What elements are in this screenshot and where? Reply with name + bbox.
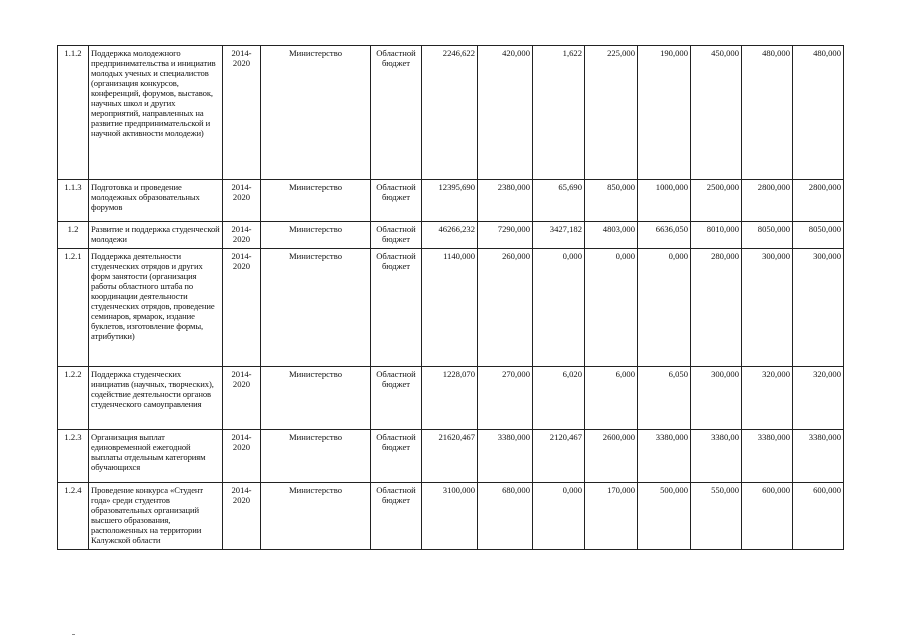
year-value-cell: 0,000 — [585, 249, 638, 367]
year-value-cell: 2120,467 — [533, 430, 585, 483]
year-value-cell: 3380,000 — [478, 430, 533, 483]
year-value-cell: 320,000 — [793, 367, 844, 430]
row-number: 1.1.2 — [58, 46, 89, 180]
year-value-cell: 3380,000 — [742, 430, 793, 483]
year-value-cell: 260,000 — [478, 249, 533, 367]
year-value-cell: 6,050 — [638, 367, 691, 430]
year-value-cell: 680,000 — [478, 483, 533, 550]
total-value-cell: 1140,000 — [422, 249, 478, 367]
executor-cell: Министерство — [261, 180, 371, 222]
year-value-cell: 1000,000 — [638, 180, 691, 222]
row-number: 1.1.3 — [58, 180, 89, 222]
activity-name: Поддержка студенческих инициатив (научных, творческих), содействие деятельности органов студенческого самоуправления — [89, 367, 223, 430]
year-value-cell: 450,000 — [691, 46, 742, 180]
year-value-cell: 6636,050 — [638, 222, 691, 249]
year-value-cell: 300,000 — [691, 367, 742, 430]
row-number: 1.2 — [58, 222, 89, 249]
table-row — [58, 430, 844, 483]
row-number: 1.2.2 — [58, 367, 89, 430]
period-cell: 2014-2020 — [223, 180, 261, 222]
executor-cell: Министерство — [261, 222, 371, 249]
table-body — [58, 46, 844, 550]
year-value-cell: 600,000 — [793, 483, 844, 550]
table-row — [58, 46, 844, 180]
table-row — [58, 180, 844, 222]
year-value-cell: 190,000 — [638, 46, 691, 180]
total-value-cell: 12395,690 — [422, 180, 478, 222]
year-value-cell: 6,020 — [533, 367, 585, 430]
year-value-cell: 280,000 — [691, 249, 742, 367]
page-mark — [72, 634, 75, 635]
year-value-cell: 65,690 — [533, 180, 585, 222]
year-value-cell: 2800,000 — [793, 180, 844, 222]
year-value-cell: 550,000 — [691, 483, 742, 550]
period-cell: 2014-2020 — [223, 249, 261, 367]
activity-name: Проведение конкурса «Студент года» среди студентов образовательных организаций высшего образования, расположенных на территории Калужской области — [89, 483, 223, 550]
period-cell: 2014-2020 — [223, 367, 261, 430]
total-value-cell: 2246,622 — [422, 46, 478, 180]
funding-source-cell: Областной бюджет — [371, 249, 422, 367]
year-value-cell: 270,000 — [478, 367, 533, 430]
executor-cell: Министерство — [261, 367, 371, 430]
year-value-cell: 3380,000 — [793, 430, 844, 483]
year-value-cell: 850,000 — [585, 180, 638, 222]
total-value-cell: 3100,000 — [422, 483, 478, 550]
year-value-cell: 480,000 — [793, 46, 844, 180]
activity-name: Организация выплат единовременной ежегодной выплаты отдельным категориям обучающихся — [89, 430, 223, 483]
year-value-cell: 480,000 — [742, 46, 793, 180]
period-cell: 2014-2020 — [223, 46, 261, 180]
funding-source-cell: Областной бюджет — [371, 483, 422, 550]
year-value-cell: 2800,000 — [742, 180, 793, 222]
year-value-cell: 600,000 — [742, 483, 793, 550]
total-value-cell: 46266,232 — [422, 222, 478, 249]
total-value-cell: 1228,070 — [422, 367, 478, 430]
year-value-cell: 2500,000 — [691, 180, 742, 222]
executor-cell: Министерство — [261, 46, 371, 180]
year-value-cell: 420,000 — [478, 46, 533, 180]
row-number: 1.2.1 — [58, 249, 89, 367]
executor-cell: Министерство — [261, 249, 371, 367]
year-value-cell: 2600,000 — [585, 430, 638, 483]
total-value-cell: 21620,467 — [422, 430, 478, 483]
year-value-cell: 0,000 — [533, 249, 585, 367]
period-cell: 2014-2020 — [223, 430, 261, 483]
table-row — [58, 367, 844, 430]
year-value-cell: 1,622 — [533, 46, 585, 180]
year-value-cell: 3427,182 — [533, 222, 585, 249]
year-value-cell: 4803,000 — [585, 222, 638, 249]
year-value-cell: 300,000 — [742, 249, 793, 367]
year-value-cell: 225,000 — [585, 46, 638, 180]
row-number: 1.2.3 — [58, 430, 89, 483]
funding-source-cell: Областной бюджет — [371, 180, 422, 222]
year-value-cell: 6,000 — [585, 367, 638, 430]
table-row — [58, 249, 844, 367]
period-cell: 2014-2020 — [223, 222, 261, 249]
period-cell: 2014-2020 — [223, 483, 261, 550]
year-value-cell: 0,000 — [638, 249, 691, 367]
activity-name: Подготовка и проведение молодежных образовательных форумов — [89, 180, 223, 222]
budget-table — [57, 45, 844, 550]
year-value-cell: 8010,000 — [691, 222, 742, 249]
activity-name: Поддержка молодежного предпринимательства и инициатив молодых ученых и специалистов (организация конкурсов, конференций, форумов, выставок, научных школ и других мероприятий, направленных на развитие предпринимательской и научной активности молодежи) — [89, 46, 223, 180]
year-value-cell: 2380,000 — [478, 180, 533, 222]
funding-source-cell: Областной бюджет — [371, 430, 422, 483]
year-value-cell: 8050,000 — [742, 222, 793, 249]
funding-source-cell: Областной бюджет — [371, 367, 422, 430]
row-number: 1.2.4 — [58, 483, 89, 550]
table-row — [58, 483, 844, 550]
year-value-cell: 7290,000 — [478, 222, 533, 249]
year-value-cell: 0,000 — [533, 483, 585, 550]
funding-source-cell: Областной бюджет — [371, 46, 422, 180]
year-value-cell: 170,000 — [585, 483, 638, 550]
year-value-cell: 500,000 — [638, 483, 691, 550]
activity-name: Развитие и поддержка студенческой молодежи — [89, 222, 223, 249]
year-value-cell: 3380,000 — [638, 430, 691, 483]
year-value-cell: 320,000 — [742, 367, 793, 430]
executor-cell: Министерство — [261, 430, 371, 483]
year-value-cell: 8050,000 — [793, 222, 844, 249]
activity-name: Поддержка деятельности студенческих отрядов и других форм занятости (организация работы областного штаба по координации деятельности студенческих отрядов, проведение семинаров, ярмарок, издание буклетов, изготовление формы, атрибутики) — [89, 249, 223, 367]
executor-cell: Министерство — [261, 483, 371, 550]
funding-source-cell: Областной бюджет — [371, 222, 422, 249]
year-value-cell: 3380,00 — [691, 430, 742, 483]
table-row — [58, 222, 844, 249]
year-value-cell: 300,000 — [793, 249, 844, 367]
